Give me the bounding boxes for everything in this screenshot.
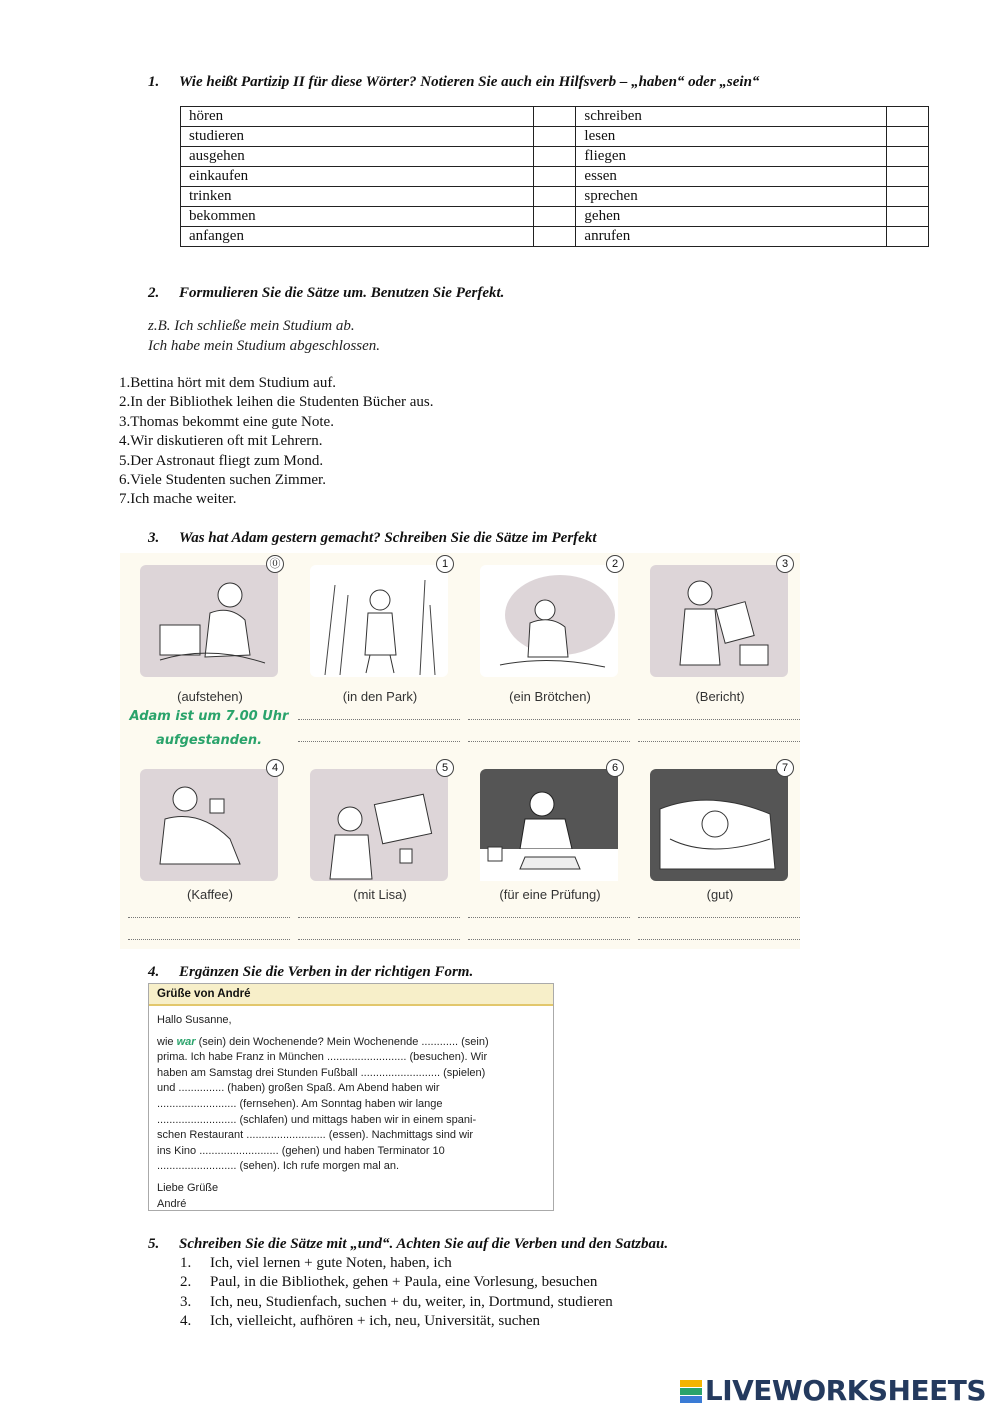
verb-cell: essen (576, 167, 887, 187)
letter-line (157, 1035, 543, 1051)
answer-line[interactable] (638, 939, 800, 940)
task2-title: Formulieren Sie die Sätze um. Benutzen Sie Perfekt. (179, 285, 505, 301)
answer-cell[interactable] (534, 187, 576, 207)
answer-cell[interactable] (534, 167, 576, 187)
example-fill: war (176, 1035, 196, 1048)
example-question: z.B. Ich schließe mein Studium ab. (148, 318, 355, 334)
answer-line[interactable] (128, 939, 290, 940)
letter-text: (sein) dein Wochenende? Mein Wochenende ............ (sein) (195, 1035, 489, 1048)
logo-text: LIVEWORKSHEETS (704, 1374, 986, 1407)
picture-panel-0 (130, 555, 288, 685)
answer-line[interactable] (468, 917, 630, 918)
task4-title: Ergänzen Sie die Verben in der richtigen Form. (179, 964, 474, 980)
sentence-item: 4.Wir diskutieren oft mit Lehrern. (119, 433, 323, 450)
panel-caption: (für eine Prüfung) (499, 887, 601, 902)
letter-body (149, 1006, 553, 1212)
item-text: Ich, viel lernen + gute Noten, haben, ich (210, 1255, 452, 1271)
letter-box (148, 983, 554, 1211)
panel-caption: (ein Brötchen) (509, 689, 591, 704)
task3-number: 3. (148, 530, 160, 546)
table-row (181, 127, 929, 147)
task4-heading (148, 964, 473, 981)
sentence-item: 3.Thomas bekommt eine gute Note. (119, 413, 334, 430)
answer-cell[interactable] (534, 147, 576, 167)
sentence-item: 1.Bettina hört mit dem Studium auf. (119, 375, 337, 391)
scene-video-call (310, 769, 448, 881)
answer-line[interactable] (298, 719, 460, 720)
answer-cell[interactable] (886, 147, 928, 167)
task5-list (180, 1254, 613, 1332)
panel-number-badge: 7 (776, 759, 794, 777)
task1-heading (148, 74, 759, 91)
picture-grid (120, 553, 800, 949)
letter-closing: Liebe Grüße (157, 1181, 219, 1194)
list-item (180, 1254, 613, 1273)
answer-cell[interactable] (534, 227, 576, 247)
item-text: Ich, neu, Studienfach, suchen + du, weiter, in, Dortmund, studieren (210, 1293, 613, 1310)
verb-cell: gehen (576, 207, 887, 227)
item-text: Paul, in die Bibliothek, gehen + Paula, eine Vorlesung, besuchen (210, 1274, 598, 1291)
panel-number-badge: 1 (436, 555, 454, 573)
task5-title: Schreiben Sie die Sätze mit „und“. Achten Sie auf die Verben und den Satzbau. (179, 1236, 669, 1252)
answer-line[interactable] (638, 741, 800, 742)
table-row (181, 187, 929, 207)
table-row (181, 227, 929, 247)
table-row (181, 207, 929, 227)
verb-cell: schreiben (576, 107, 887, 127)
panel-number-badge: 6 (606, 759, 624, 777)
scene-waking-up (140, 565, 278, 677)
answer-line[interactable] (638, 719, 800, 720)
example-answer-line: aufgestanden. (155, 733, 263, 748)
picture-panel-5 (300, 759, 458, 889)
picture-panel-7 (640, 759, 798, 889)
panel-caption: (Kaffee) (186, 887, 233, 902)
verb-cell: lesen (576, 127, 887, 147)
answer-cell[interactable] (534, 207, 576, 227)
letter-greeting: Hallo Susanne, (157, 1014, 232, 1026)
task3-title: Was hat Adam gestern gemacht? Schreiben Sie die Sätze im Perfekt (179, 530, 597, 546)
letter-line[interactable]: .......................... (schlafen) und mittags haben wir in einem spani- (157, 1113, 477, 1126)
person-illustration-icon (650, 565, 788, 677)
panel-number-badge: 4 (266, 759, 284, 777)
item-text: Ich, vielleicht, aufhören + ich, neu, Universität, suchen (210, 1313, 541, 1330)
task2-example (148, 316, 380, 356)
picture-panel-3 (640, 555, 798, 685)
answer-line[interactable] (638, 917, 800, 918)
scene-park (310, 565, 448, 677)
verb-cell: anrufen (576, 227, 887, 247)
letter-line[interactable]: .......................... (sehen). Ich rufe morgen mal an. (157, 1160, 400, 1173)
answer-line[interactable] (298, 939, 460, 940)
panel-number-badge: 3 (776, 555, 794, 573)
task5-heading (148, 1236, 668, 1253)
logo-bar (680, 1396, 702, 1403)
verb-cell: anfangen (181, 227, 534, 247)
table-row (181, 147, 929, 167)
list-item (180, 1273, 613, 1292)
verb-cell: fliegen (576, 147, 887, 167)
verb-cell: sprechen (576, 187, 887, 207)
answer-line[interactable] (298, 741, 460, 742)
verb-cell: studieren (181, 127, 534, 147)
scene-report (650, 565, 788, 677)
picture-panel-6 (470, 759, 628, 889)
panel-number-badge: 5 (436, 759, 454, 777)
scene-sleeping (650, 769, 788, 881)
item-number: 3. (180, 1293, 192, 1310)
answer-cell[interactable] (886, 187, 928, 207)
person-illustration-icon (310, 769, 448, 881)
person-illustration-icon (480, 565, 618, 677)
verb-cell: trinken (181, 187, 534, 207)
scene-coffee (140, 769, 278, 881)
answer-cell[interactable] (886, 207, 928, 227)
letter-line[interactable]: und ............... (haben) großen Spaß. Am Abend haben wir (157, 1082, 440, 1095)
person-illustration-icon (480, 769, 618, 881)
task1-number: 1. (148, 74, 160, 90)
example-answer: Ich habe mein Studium abgeschlossen. (148, 338, 381, 354)
verb-cell: hören (181, 107, 534, 127)
sentence-list (119, 374, 434, 510)
logo-mark-icon (680, 1380, 702, 1404)
task5-number: 5. (148, 1236, 160, 1252)
task2-heading (148, 285, 504, 302)
letter-line[interactable]: .......................... (fernsehen). Am Sonntag haben wir lange (157, 1097, 443, 1110)
person-illustration-icon (310, 565, 448, 677)
answer-line[interactable] (298, 917, 460, 918)
panel-caption: (Bericht) (695, 689, 745, 704)
example-answer-handwritten (124, 705, 294, 753)
verb-table (180, 106, 929, 247)
answer-line[interactable] (468, 719, 630, 720)
task1-title: Wie heißt Partizip II für diese Wörter? Notieren Sie auch ein Hilfsverb – „haben“ oder „sein“ (179, 74, 760, 90)
panel-number-badge: 2 (606, 555, 624, 573)
task2-number: 2. (148, 285, 160, 301)
person-illustration-icon (140, 769, 278, 881)
example-answer-line: Adam ist um 7.00 Uhr (129, 709, 289, 724)
letter-line[interactable]: haben am Samstag drei Stunden Fußball .......................... (spielen) (157, 1066, 486, 1079)
person-illustration-icon (650, 769, 788, 881)
answer-cell[interactable] (886, 167, 928, 187)
letter-title: Grüße von André (149, 984, 553, 1006)
item-number: 1. (180, 1255, 192, 1271)
panel-caption: (mit Lisa) (353, 887, 407, 902)
person-illustration-icon (140, 565, 278, 677)
panel-caption: (in den Park) (342, 689, 418, 704)
letter-line[interactable]: ins Kino .......................... (gehen) und haben Terminator 10 (157, 1144, 445, 1157)
letter-signature: André (157, 1197, 187, 1210)
answer-cell[interactable] (886, 127, 928, 147)
item-number: 4. (180, 1313, 192, 1330)
liveworksheets-logo (680, 1374, 986, 1407)
answer-cell[interactable] (886, 107, 928, 127)
answer-cell[interactable] (886, 227, 928, 247)
item-number: 2. (180, 1274, 192, 1291)
letter-line[interactable]: schen Restaurant .......................... (essen). Nachmittags sind wir (157, 1129, 474, 1142)
picture-panel-2 (470, 555, 628, 685)
sentence-item: 5.Der Astronaut fliegt zum Mond. (119, 452, 324, 469)
sentence-item: 7.Ich mache weiter. (119, 491, 237, 508)
picture-panel-4 (130, 759, 288, 889)
panel-number-badge: ⓪ (266, 555, 284, 573)
sentence-item: 2.In der Bibliothek leihen die Studenten Bücher aus. (119, 394, 434, 411)
verb-cell: einkaufen (181, 167, 534, 187)
table-row (181, 167, 929, 187)
answer-cell[interactable] (534, 107, 576, 127)
task4-number: 4. (148, 964, 160, 980)
scene-breakfast-park (480, 565, 618, 677)
panel-caption: (gut) (706, 887, 734, 902)
answer-line[interactable] (468, 741, 630, 742)
scene-studying (480, 769, 618, 881)
logo-bar (680, 1388, 702, 1395)
verb-cell: bekommen (181, 207, 534, 227)
letter-text: wie (157, 1035, 177, 1048)
answer-cell[interactable] (534, 127, 576, 147)
verb-cell: ausgehen (181, 147, 534, 167)
list-item (180, 1312, 613, 1331)
letter-line[interactable]: prima. Ich habe Franz in München .......................... (besuchen). Wir (157, 1051, 488, 1064)
table-row (181, 107, 929, 127)
sentence-item: 6.Viele Studenten suchen Zimmer. (119, 472, 326, 489)
logo-bar (680, 1380, 702, 1387)
answer-line[interactable] (128, 917, 290, 918)
panel-caption: (aufstehen) (177, 689, 243, 704)
answer-line[interactable] (468, 939, 630, 940)
task3-heading (148, 530, 597, 547)
picture-panel-1 (300, 555, 458, 685)
list-item (180, 1293, 613, 1312)
